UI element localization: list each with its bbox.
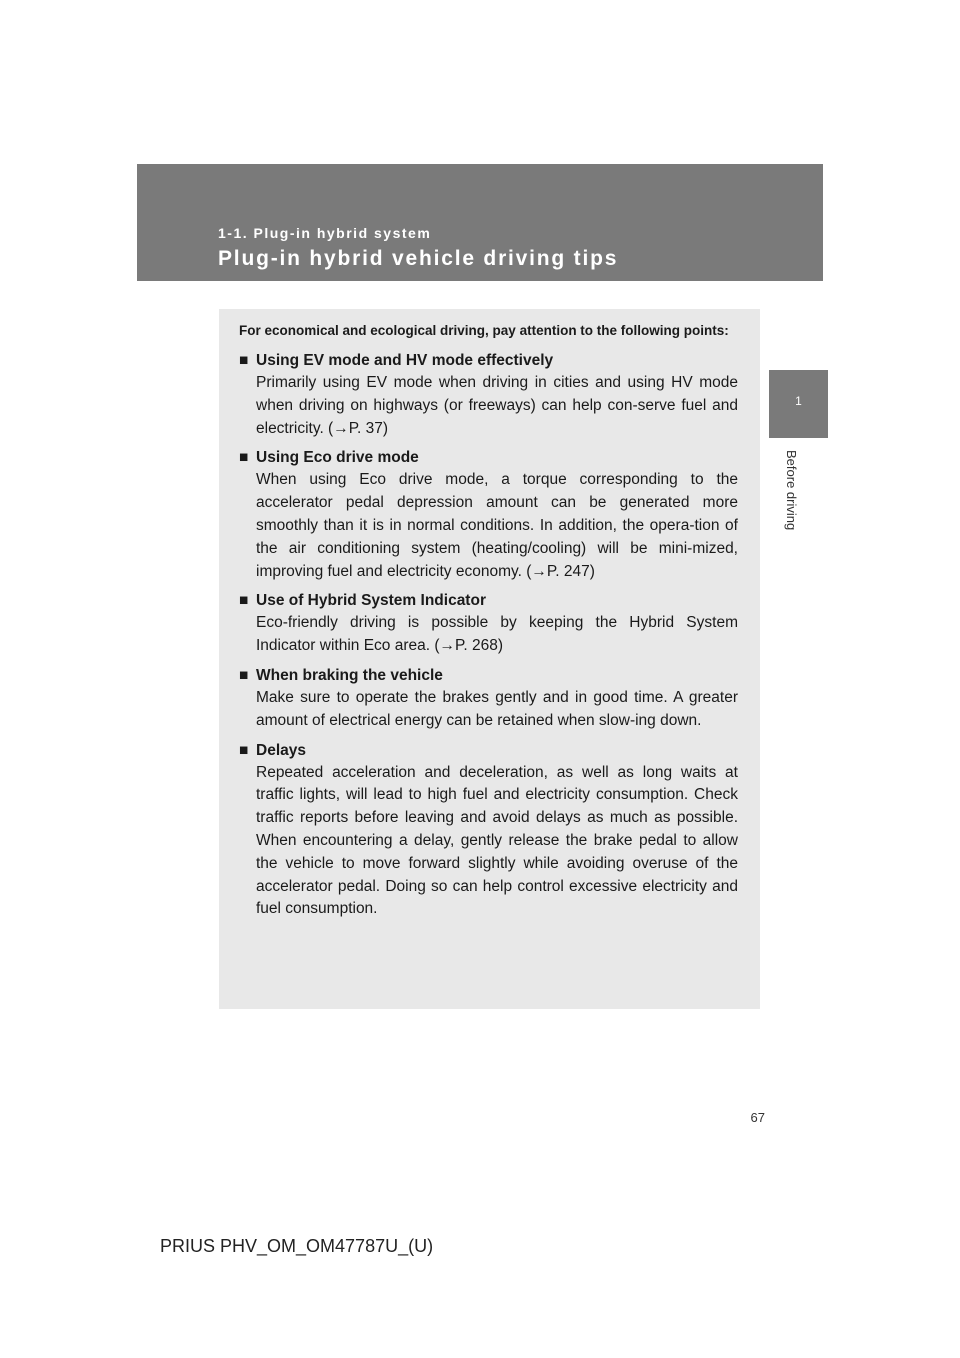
square-bullet-icon: ■ <box>239 449 249 467</box>
tip-heading: Delays <box>256 741 306 759</box>
tip-heading: When braking the vehicle <box>256 666 443 684</box>
tip-body: Make sure to operate the brakes gently and in good time. A greater amount of electrical energy can be retained when slow-ing down. <box>256 688 738 729</box>
tip-item <box>239 590 738 658</box>
chapter-tab[interactable] <box>769 370 828 438</box>
document-code: PRIUS PHV_OM_OM47787U_(U) <box>160 1236 434 1256</box>
tip-item <box>239 350 738 440</box>
tip-item <box>239 740 738 922</box>
tip-heading: Using EV mode and HV mode effectively <box>256 352 554 369</box>
section-label: 1-1. Plug-in hybrid system <box>218 225 432 241</box>
tip-item <box>239 447 738 583</box>
square-bullet-icon: ■ <box>239 592 249 610</box>
chapter-label: Before driving <box>784 450 799 531</box>
tip-body: Repeated acceleration and deceleration, as well as long waits at traffic lights, will lead to high fuel and electricity consumption. Check traffic reports before leaving and avoid delays as much as possible. When encountering a delay, gently release the brake pedal to allow the vehicle to move forward slightly while avoiding overuse of the accelerator pedal. Doing so can help control excessive electricity and fuel consumption. <box>256 763 738 918</box>
tip-body: When using Eco drive mode, a torque corresponding to the accelerator pedal depression amount can be generated more smoothly than it is in normal conditions. In addition, the opera-tion of the air conditioning system (heating/cooling) will be mini-mized, improving fuel and electricity economy. (→P. 247) <box>256 471 738 580</box>
intro-text: For economical and ecological driving, pay attention to the following points: <box>239 323 729 338</box>
page-number: 67 <box>750 1110 765 1125</box>
square-bullet-icon: ■ <box>239 352 249 369</box>
tip-heading: Using Eco drive mode <box>256 449 419 467</box>
tip-body: Primarily using EV mode when driving in cities and using HV mode when driving on highways (or freeways) can help con-serve fuel and electricity. (→P. 37) <box>256 374 738 437</box>
tip-heading: Use of Hybrid System Indicator <box>256 592 486 610</box>
tip-item <box>239 665 738 733</box>
tip-body: Eco-friendly driving is possible by keeping the Hybrid System Indicator within Eco area. (→P. 268) <box>256 614 738 655</box>
square-bullet-icon: ■ <box>239 666 249 684</box>
chapter-number: 1 <box>795 394 802 408</box>
page-title: Plug-in hybrid vehicle driving tips <box>218 247 619 270</box>
header-band <box>137 164 823 281</box>
tips-box <box>219 309 760 1009</box>
square-bullet-icon: ■ <box>239 741 249 759</box>
